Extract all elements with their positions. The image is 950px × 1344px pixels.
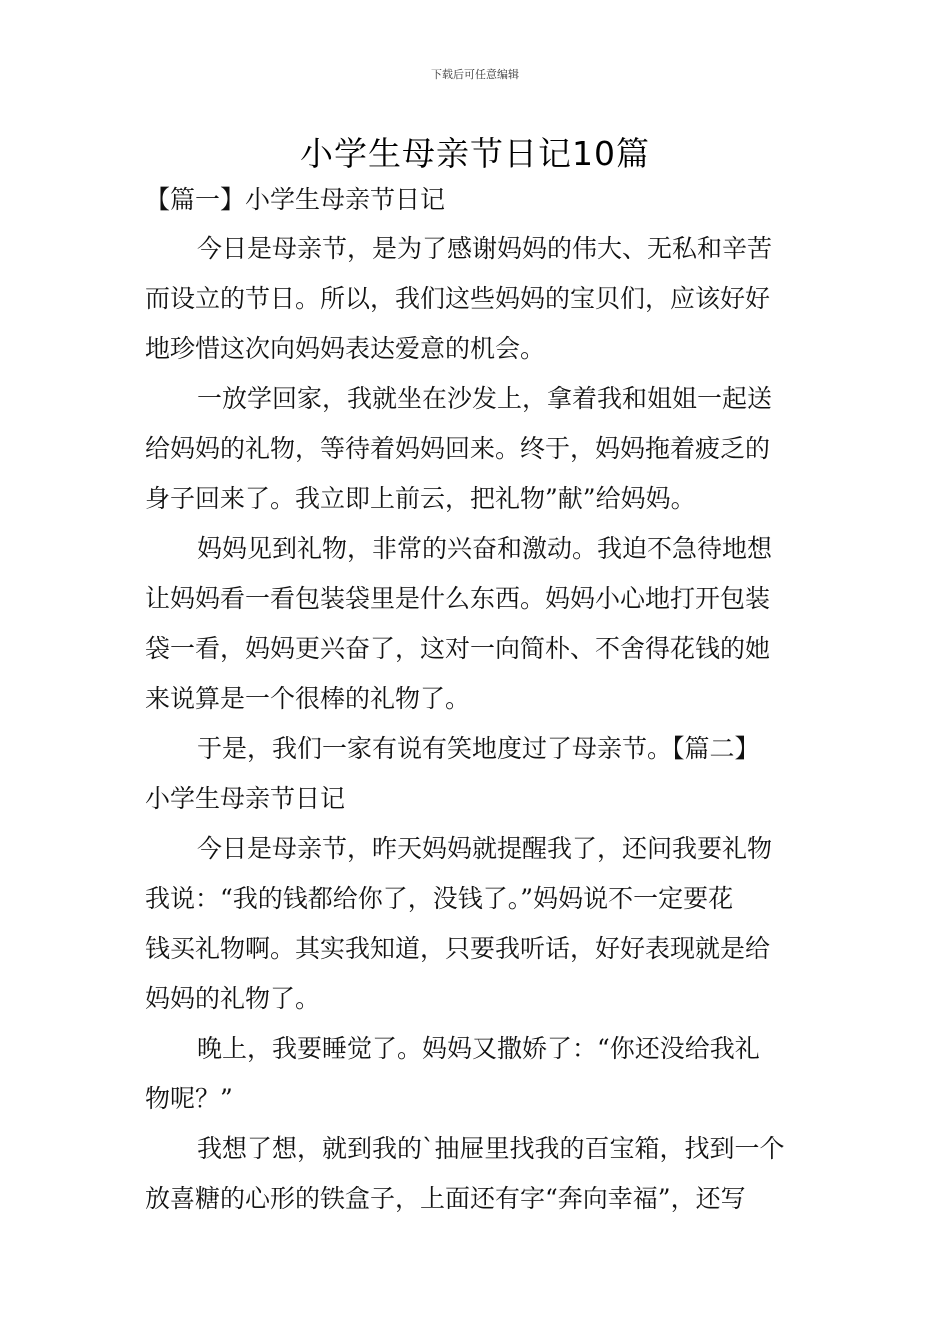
text-line: 放喜糖的心形的铁盒子，上面还有字“奔向幸福”，还写: [145, 1184, 746, 1213]
text-line: 地珍惜这次向妈妈表达爱意的机会。: [145, 334, 546, 363]
text-line: 钱买礼物啊。其实我知道，只要我听话，好好表现就是给: [145, 934, 771, 963]
text-line: 让妈妈看一看包装袋里是什么东西。妈妈小心地打开包装: [145, 584, 771, 613]
text-line: 袋一看，妈妈更兴奋了，这对一向简朴、不舍得花钱的她: [145, 634, 771, 663]
text-line: 妈妈见到礼物，非常的兴奋和激动。我迫不急待地想: [197, 534, 773, 563]
text-line: 一放学回家，我就坐在沙发上，拿着我和姐姐一起送: [197, 384, 773, 413]
text-line: 今日是母亲节，是为了感谢妈妈的伟大、无私和辛苦: [197, 234, 773, 263]
text-line: 【篇一】小学生母亲节日记: [145, 185, 446, 214]
text-line: 妈妈的礼物了。: [145, 984, 321, 1013]
text-line: 我说：“我的钱都给你了，没钱了。”妈妈说不一定要花: [145, 884, 734, 913]
text-line: 于是，我们一家有说有笑地度过了母亲节。【篇二】: [197, 734, 760, 763]
header-note: 下载后可任意编辑: [431, 68, 519, 81]
text-line: 身子回来了。我立即上前云，把礼物”献”给妈妈。: [145, 484, 696, 513]
page-title: 小学生母亲节日记10篇: [300, 134, 650, 173]
text-line: 晚上，我要睡觉了。妈妈又撒娇了：“你还没给我礼: [197, 1034, 760, 1063]
text-line: 给妈妈的礼物，等待着妈妈回来。终于，妈妈拖着疲乏的: [145, 434, 771, 463]
text-line: 物呢？”: [145, 1084, 233, 1113]
text-line: 我想了想，就到我的`抽屉里找我的百宝箱，找到一个: [197, 1134, 785, 1163]
text-line: 小学生母亲节日记: [145, 784, 346, 813]
text-line: 来说算是一个很棒的礼物了。: [145, 684, 471, 713]
text-line: 今日是母亲节，昨天妈妈就提醒我了，还问我要礼物: [197, 834, 773, 863]
text-line: 而设立的节日。所以，我们这些妈妈的宝贝们，应该好好: [145, 284, 771, 313]
